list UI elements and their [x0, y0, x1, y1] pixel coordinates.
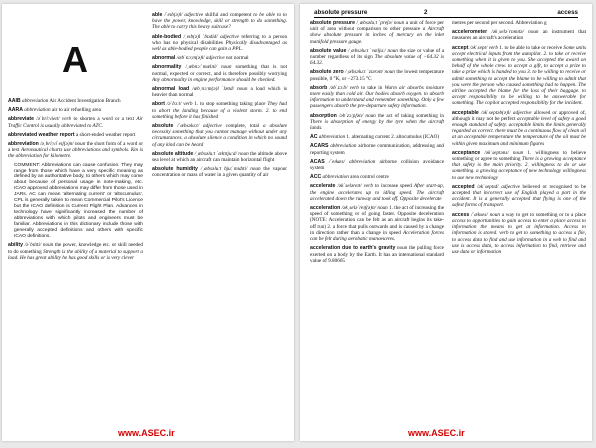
part-of-speech: abbreviation — [330, 143, 357, 150]
pronunciation: /ˌæbsəluːt ˈvæljuː/ — [347, 47, 386, 54]
headword: AARA — [8, 107, 23, 114]
example: Warm air absorbs moisture more easily than cold air. Our bodies absorb oxygen. to absorb information to understand and remember something. Only a few passengers absorb the pre-departure safety information. — [310, 84, 444, 110]
part-of-speech: verb — [61, 116, 72, 123]
headword: accelerate — [310, 183, 336, 190]
definition: complete, total — [225, 123, 260, 130]
part-of-speech: noun — [238, 150, 249, 157]
headword: abnormal load — [152, 86, 190, 93]
dictionary-entry — [452, 184, 586, 209]
part-of-speech: abbreviation — [318, 134, 346, 141]
definition: 1. the act of increasing the speed of something or of going faster. Opposite deceleration (NOTE: Acceleration can be felt as an aircraft begins its take-off run) 2. a force that pulls outwards and is caused by a change in direction rather than a change in speed — [310, 205, 444, 236]
dictionary-entry — [152, 166, 287, 178]
headword: able-bodied — [152, 33, 182, 40]
example: After start-up, the engine accelerates up to idling speed. The aircraft accelerated down the runway and took off. Opposite decelerate — [310, 183, 444, 202]
headword: accelerometer — [452, 29, 488, 36]
definition: not normal — [225, 55, 249, 62]
headword: AC — [310, 134, 318, 141]
headword: absolute humidity — [152, 166, 198, 173]
part-of-speech: abbreviation — [24, 107, 51, 114]
definition: the power, knowledge etc. or skill needed to do something — [8, 242, 143, 255]
definition: the size or value of a number regardless of its sign — [310, 47, 444, 61]
dictionary-entry — [8, 116, 143, 128]
headword: ACAS — [310, 158, 325, 165]
definition: 1. willingness to believe something or agree to something — [452, 149, 586, 163]
part-of-speech: noun — [377, 205, 388, 212]
dictionary-entry — [8, 107, 143, 113]
left-column-1 — [8, 98, 143, 428]
definition: a short-ended weather report — [75, 131, 136, 138]
dictionary-entry — [152, 86, 287, 98]
dictionary-entry — [452, 45, 586, 107]
definition: something that is not normal, expected or correct, and is therefore possibly worrying — [152, 64, 287, 77]
pronunciation: /əkˈseləreɪt/ — [337, 183, 362, 190]
pronunciation: /əkˈseptɪd/ — [477, 183, 499, 190]
pronunciation: /əbˈzɔːb/ — [329, 84, 348, 91]
definition: to take in — [361, 84, 383, 91]
part-of-speech: abbreviation — [322, 174, 349, 181]
headword: AAIB — [8, 98, 21, 104]
website-footer: www.ASEC.ir — [408, 428, 465, 438]
definition: to shorten a word or a text — [73, 116, 135, 123]
definition: area control centre — [350, 174, 389, 181]
example: a absolute necessity something that you cannot manage without under any circumstances. a absolute silence a condition in which no sound of any kind can be heard — [152, 123, 287, 148]
pronunciation: /əˈbɔːt/ — [166, 101, 182, 108]
dictionary-entry — [310, 85, 444, 110]
definition: airborne collision avoidance system — [310, 158, 444, 172]
pronunciation: /əˌbriːviˈeɪʃ(ə)n/ — [40, 141, 74, 148]
page-number: 2 — [424, 9, 428, 16]
definition: a unit of force per unit of area without comparison to other pressure — [310, 20, 444, 33]
part-of-speech: noun — [237, 86, 248, 93]
pronunciation: /ˌeɪb(ə)l ˈbɒdid/ — [183, 33, 218, 40]
part-of-speech: noun — [528, 29, 539, 36]
pronunciation: /ˌæbsəluːt ˈpreʃə/ — [356, 20, 393, 26]
pronunciation: /ˌæbsəluːt hjuːˈmɪdɪti/ — [200, 166, 248, 173]
part-of-speech: adjective — [205, 55, 225, 62]
example: a Aircraft show absolute pressure in inches of mercury on the inlet manifold pressure gauge. — [310, 26, 444, 45]
example: They had to abort the landing because of a violent storm. 2. to end something before it has finished — [152, 101, 287, 120]
part-of-speech: abbreviation — [349, 158, 376, 165]
part-of-speech: noun — [384, 69, 395, 76]
dictionary-entry — [310, 159, 444, 171]
running-head-right: access — [557, 9, 578, 16]
headword: abort — [152, 101, 165, 108]
right-column-2 — [452, 20, 586, 430]
pronunciation: /əkˈsept/ — [469, 44, 488, 51]
headword: acceleration — [310, 205, 341, 212]
example: acceptable level of safety a good enough standard of safety. acceptable limits the limits generally regarded as correct. there must be a continuous flow of clean oil at an acceptable temperature the temperature of the oil must be within given maximum and minimum figures — [452, 115, 586, 147]
dictionary-entry — [8, 141, 143, 160]
usage-note: COMMENT: Abbreviations can cause confusion. They may range from those which have a very specific meaning as defined by an authoritative body, to others which may come about because of personal usage in note-making, etc. ICAO approved abbreviations may differ from those used in JARs. AC can mean 'alternating current' or 'altocumulus'. CPL is generally taken to mean Commercial Pilot's Licence but the ICAO definition is Current Flight Plan. Advances in technology have significantly increased the number of abbreviations with which pilots and engineers must be familiar. Abbreviations in this dictionary include those with generally accepted definitions and others with specific ICAO definitions. — [14, 162, 143, 239]
headword: abbreviation — [8, 141, 39, 148]
part-of-speech: noun — [74, 141, 86, 148]
dictionary-entry — [152, 123, 287, 148]
pronunciation: /æbˌnɔːm(ə)l ˈləʊd/ — [192, 86, 235, 93]
headword: absorb — [310, 84, 328, 91]
dictionary-entry — [452, 29, 586, 41]
part-of-speech: adjective — [501, 183, 520, 190]
definition: skilful and competent — [205, 12, 252, 18]
example: The absolute value of −64.32 is 64.32. — [310, 54, 444, 67]
dictionary-entry — [310, 69, 444, 81]
definition: Air Accident Investigation Branch — [49, 98, 121, 104]
part-of-speech: adjective — [203, 123, 222, 130]
dictionary-entry — [152, 64, 287, 83]
dictionary-entry — [152, 55, 287, 61]
headword: abbreviate — [8, 116, 34, 123]
dictionary-entry — [152, 101, 287, 120]
definition: allowed or approved of, although it may not be perfect — [452, 109, 586, 122]
dictionary-entry — [152, 12, 287, 31]
pronunciation: /ˌæbsəluːt ˈæltɪtjuːd/ — [194, 150, 237, 157]
example: access to opportunities to gain access to enter a place access to information the means to get at information. Access to information is stored. verb to get to something to access a file, to access data to find and use information in a web to find and use is access data, to access information to find, retrieve and use data or information — [452, 217, 586, 255]
part-of-speech: noun — [221, 64, 232, 71]
part-of-speech: noun — [387, 47, 398, 54]
headword: acceptance — [452, 149, 481, 156]
part-of-speech: abbreviation — [21, 98, 49, 104]
definition: believed or recognised to be accepted — [452, 183, 586, 197]
pronunciation: /əˈbɪlɪti/ — [24, 242, 42, 249]
right-page — [300, 4, 592, 441]
running-head-left: absolute pressure — [314, 9, 368, 16]
part-of-speech: noun — [393, 20, 405, 26]
headword: absolute zero — [310, 69, 344, 76]
part-of-speech: verb — [488, 44, 498, 51]
definition: a load which is heavier than normal — [152, 86, 287, 99]
headword: acceptable — [452, 109, 479, 116]
dictionary-entry — [152, 34, 287, 53]
dictionary-entry — [310, 134, 444, 140]
example: that incorrect use of English played a part in the accident. It is a generally accepted that flying is one of the safest forms of transport. — [452, 190, 586, 209]
example: There is absorption of energy by the tyre when the aircraft lands. — [310, 118, 444, 132]
dictionary-entry — [310, 245, 444, 264]
pronunciation: /ˈæbsəluːt/ — [177, 123, 200, 130]
dictionary-entry — [310, 205, 444, 242]
headword: able — [152, 12, 163, 18]
pronunciation: /əkˌseləˈrɒmɪtə/ — [491, 29, 524, 36]
pronunciation: /ˈeɪb(ə)l/ — [164, 12, 183, 18]
part-of-speech: noun — [250, 166, 261, 173]
headword: accept — [452, 44, 469, 51]
dictionary-entry — [452, 150, 586, 181]
part-of-speech: verb — [183, 101, 193, 108]
dictionary-entry — [452, 110, 586, 147]
dictionary-entry — [310, 113, 444, 132]
dictionary-entry — [452, 212, 586, 255]
dictionary-entry — [310, 48, 444, 67]
headword: absolute pressure — [310, 20, 355, 26]
example: Some units accept electrical inputs from the autopilot. 2. to take or receive something when it is given to you. She accepted the award on behalf of the whole crew. to accept a gift, to accept a prize to take a prize which is handed to you 3. to be willing to receive or admit something to accept the blame to be willing to admit that you were the person who caused something bad to happen. The airline accepted the blame for the loss of their baggage. to accept responsibility to be willing to be answerable for something. The copilot accepted responsibility for the incident. — [452, 44, 586, 107]
dictionary-entry — [152, 151, 287, 163]
definition: the act of taking something in — [377, 112, 444, 119]
definition: the vapour concentration or mass of water in a given quantity of air — [152, 166, 287, 179]
headword: abbreviated weather report — [8, 131, 75, 138]
pronunciation: /ˌæbnɔːˈmælɪti/ — [185, 64, 218, 71]
definition: the lowest temperature possible, 0 °K, or −273.15 °C — [310, 69, 444, 82]
example: to be able to to have the power, knowledge, skill or strength to do something. The able to carry this heavy suitcase? — [152, 12, 287, 31]
part-of-speech: noun — [42, 242, 54, 249]
left-column-2 — [152, 12, 287, 428]
headword: absolute altitude — [152, 150, 194, 157]
headword: abnormality — [152, 64, 182, 71]
definition: the altitude above sea level at which an aircraft can maintain horizontal flight — [152, 150, 287, 164]
headword: access — [452, 211, 470, 218]
part-of-speech: verb — [363, 183, 373, 190]
dictionary-entry — [8, 98, 143, 104]
pronunciation: /æbˈnɔːm(ə)l/ — [176, 55, 205, 62]
right-column-1 — [310, 20, 444, 430]
definition: air to air refuelling area — [51, 107, 101, 114]
pronunciation: /ˌæbsəluːt ˈzɪərəʊ/ — [345, 69, 383, 76]
definition: referring to a person who has no physical disabilities — [152, 33, 287, 46]
headword: absolute value — [310, 47, 347, 54]
running-head — [314, 9, 578, 18]
definition: 1. to be able to take or receive — [499, 44, 563, 51]
headword: accepted — [452, 183, 475, 190]
example: Strength is the ability of a material to support a load. He has great ability he has good skills or is very clever — [8, 248, 143, 261]
pronunciation: /ˈækses/ — [471, 211, 488, 218]
dictionary-entry — [8, 242, 143, 261]
headword: abnormal — [152, 55, 176, 62]
definition: 1. to stop something taking place — [194, 101, 266, 108]
part-of-speech: noun — [512, 149, 524, 156]
example: Aeronautical charts use abbreviations and symbols. Km is the abbreviation for kilometre. — [8, 147, 143, 160]
part-of-speech: verb — [349, 84, 359, 91]
pronunciation: /əkˈseptəns/ — [484, 149, 509, 156]
section-letter: A — [62, 39, 88, 80]
pronunciation: /əkˈseptəb(ə)l/ — [481, 109, 511, 116]
headword: absolute — [152, 123, 174, 130]
part-of-speech: noun — [365, 112, 376, 119]
example: There is a growing acceptance that safety is the main priority. 2. willingness to do or use something. a growing acceptance of new technology willingness to use new technology — [452, 156, 586, 181]
dictionary-entry — [452, 20, 586, 26]
part-of-speech: adjective — [184, 12, 204, 18]
definition: airborne communication, addressing and reporting system — [310, 143, 444, 156]
pronunciation: /ˈeɪkæs/ — [328, 158, 345, 165]
left-page — [2, 4, 294, 441]
example: Acceleration forces can be felt during aerobatic manoeuvres. — [310, 229, 444, 243]
part-of-speech: noun — [397, 245, 408, 252]
part-of-speech: adjective — [220, 33, 239, 40]
website-footer: www.ASEC.ir — [118, 428, 175, 438]
dictionary-entry — [8, 132, 143, 138]
headword: ACARS — [310, 143, 329, 150]
part-of-speech: adjective — [512, 109, 532, 116]
example: Physically disadvantaged as well as able-bodied people can gain a PPL. — [152, 39, 287, 53]
definition: 1. alternating current 2. altocumulus (ICAO) — [346, 134, 440, 141]
definition: a way to get to something or to a place — [501, 211, 586, 218]
pronunciation: /əbˈzɔːpʃən/ — [338, 112, 364, 119]
part-of-speech: noun — [489, 211, 500, 218]
definition: the pulling force exerted on a body by the Earth. It has an international standard value of 9.80665 — [310, 245, 444, 264]
pronunciation: /əˈbriːvieɪt/ — [36, 116, 60, 123]
headword: ACC — [310, 174, 322, 181]
dictionary-entry — [310, 174, 444, 180]
headword: ability — [8, 242, 23, 249]
definition: metres per second per second. Abbreviation g — [452, 20, 547, 26]
definition: to increase speed — [374, 183, 412, 190]
example: Air Traffic Control is usually abbreviated to ATC. — [8, 116, 143, 129]
definition: an instrument that measures an aircraft's acceleration — [452, 29, 586, 42]
dictionary-entry — [310, 20, 444, 45]
headword: absorption — [310, 112, 337, 119]
example: Any abnormality in engine performance should be checked. — [152, 76, 276, 83]
headword: acceleration due to earth's gravity — [310, 245, 396, 252]
dictionary-entry — [310, 183, 444, 202]
definition: the short form of a word or a text — [8, 141, 143, 154]
dictionary-entry — [310, 143, 444, 155]
pronunciation: /əkˌseləˈreɪʃ(ə)n/ — [341, 205, 376, 212]
